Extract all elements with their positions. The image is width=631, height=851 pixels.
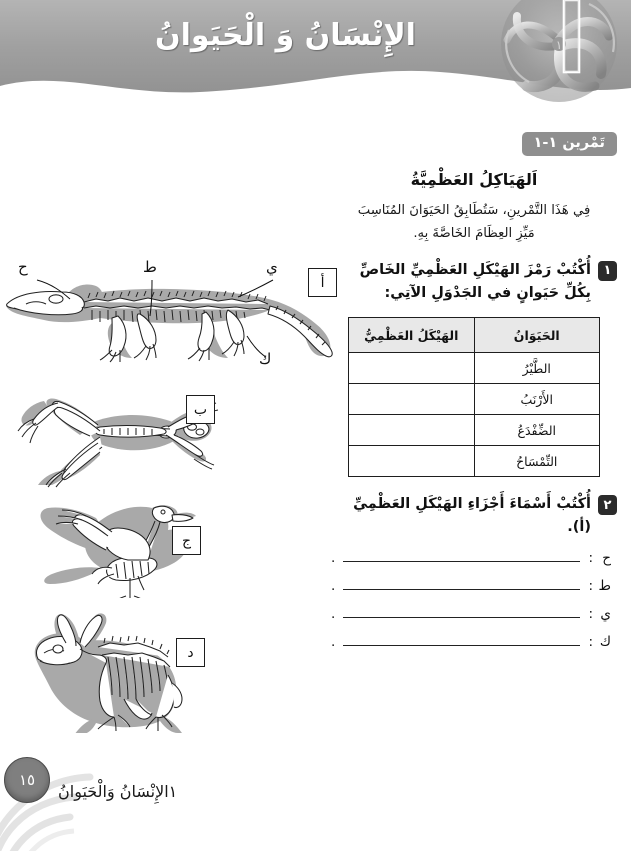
- table-cell-answer[interactable]: [349, 415, 475, 446]
- table-row: [349, 415, 600, 446]
- figure-rabbit: [0, 603, 230, 733]
- blank-colon: :: [588, 549, 593, 566]
- figure-tag-b: ب: [186, 395, 215, 424]
- blank-input-line[interactable]: [343, 606, 580, 618]
- blank-label: ي: [600, 605, 611, 622]
- blank-row: [331, 550, 611, 566]
- figure-crocodile: [0, 258, 345, 368]
- blank-label: ط: [598, 577, 611, 594]
- crocodile-label-ta: ط: [143, 258, 157, 276]
- page-title: الإِنْسَانُ وَ الْحَيَوانُ: [155, 18, 416, 53]
- table-header-animal: الحَيَوَانُ: [474, 318, 600, 353]
- table-cell-animal: الطَّيْرُ: [474, 353, 600, 384]
- blank-row: [331, 634, 611, 650]
- intro-paragraph: [331, 199, 617, 245]
- table-header-skeleton: الهَيْكَلُ العَظْمِيُّ: [349, 318, 475, 353]
- figure-bird: [0, 488, 230, 598]
- intro-line-1: فِي هَذَا التَّمْرينِ، سَتُطَابِقُ الحَيَوَانَ المُنَاسِبَ: [357, 202, 591, 218]
- table-row: [349, 353, 600, 384]
- question-2: [331, 493, 617, 539]
- answer-blanks-list: [331, 550, 611, 650]
- exercise-content: [331, 132, 617, 662]
- rabbit-skeleton-illustration: [0, 603, 230, 733]
- skeleton-table: [348, 317, 600, 477]
- footer-chapter-title: ١الإِنْسَانُ وَالْحَيَوانُ: [58, 782, 178, 801]
- blank-input-line[interactable]: [343, 550, 580, 562]
- blank-input-line[interactable]: [343, 578, 580, 590]
- question-2-text: أُكْتُبْ أَسْمَاءَ أَجْزَاءِ الهَيْكَلِ العَظْمِيِّ (أ).: [353, 496, 591, 536]
- blank-period: .: [331, 577, 336, 594]
- blank-row: [331, 606, 611, 622]
- crocodile-label-kaf: ك: [259, 350, 272, 368]
- figure-frog: [0, 383, 230, 488]
- crocodile-label-ya: ي: [266, 258, 278, 276]
- svg-text:١: ١: [555, 38, 563, 52]
- table-cell-animal: الأَرْنَبُ: [474, 384, 600, 415]
- question-1-text: أُكْتُبْ رَمْزَ الهَيْكَلِ العَظْمِيِّ الخَاصِّ بِكُلِّ حَيَوانٍ في الجَدْوَلِ الآتِي:: [359, 261, 591, 302]
- blank-period: .: [331, 605, 336, 622]
- question-1-number: ١: [598, 261, 617, 281]
- blank-label: ح: [602, 549, 611, 566]
- blank-period: .: [331, 549, 336, 566]
- blank-colon: :: [588, 605, 593, 622]
- blank-input-line[interactable]: [343, 634, 580, 646]
- section-title: اَلهَيَاكِلُ العَظْمِيَّةُ: [410, 169, 538, 189]
- skeleton-table-wrapper: [331, 317, 617, 477]
- table-row: [349, 446, 600, 477]
- unit-number-badge: [564, 0, 579, 72]
- crocodile-label-ha: ح: [18, 258, 28, 276]
- table-header-row: [349, 318, 600, 353]
- question-2-number: ٢: [598, 495, 617, 515]
- table-cell-answer[interactable]: [349, 446, 475, 477]
- figure-tag-a: أ: [308, 268, 337, 297]
- table-cell-answer[interactable]: [349, 384, 475, 415]
- crocodile-skeleton-illustration: [0, 258, 345, 368]
- spiral-swirl-logo-icon: [484, 0, 631, 106]
- blank-period: .: [331, 633, 336, 650]
- table-cell-animal: التِّمْسَاحُ: [474, 446, 600, 477]
- blank-row: [331, 578, 611, 594]
- table-row: [349, 384, 600, 415]
- page-header: [0, 0, 631, 106]
- page-number-badge: ١٥: [4, 757, 50, 803]
- intro-line-2: مَيِّزِ العِظَامَ الخَاصَّةَ بِهِ.: [413, 225, 535, 241]
- figure-tag-d: د: [176, 638, 205, 667]
- table-cell-answer[interactable]: [349, 353, 475, 384]
- blank-label: ك: [599, 633, 611, 650]
- figure-tag-c: ج: [172, 526, 201, 555]
- table-cell-animal: الضِّفْدَعُ: [474, 415, 600, 446]
- exercise-badge: تَمْرين ١-١: [522, 132, 617, 156]
- blank-colon: :: [588, 633, 593, 650]
- page-footer: [0, 741, 631, 851]
- blank-colon: :: [588, 577, 593, 594]
- question-1: [331, 259, 617, 305]
